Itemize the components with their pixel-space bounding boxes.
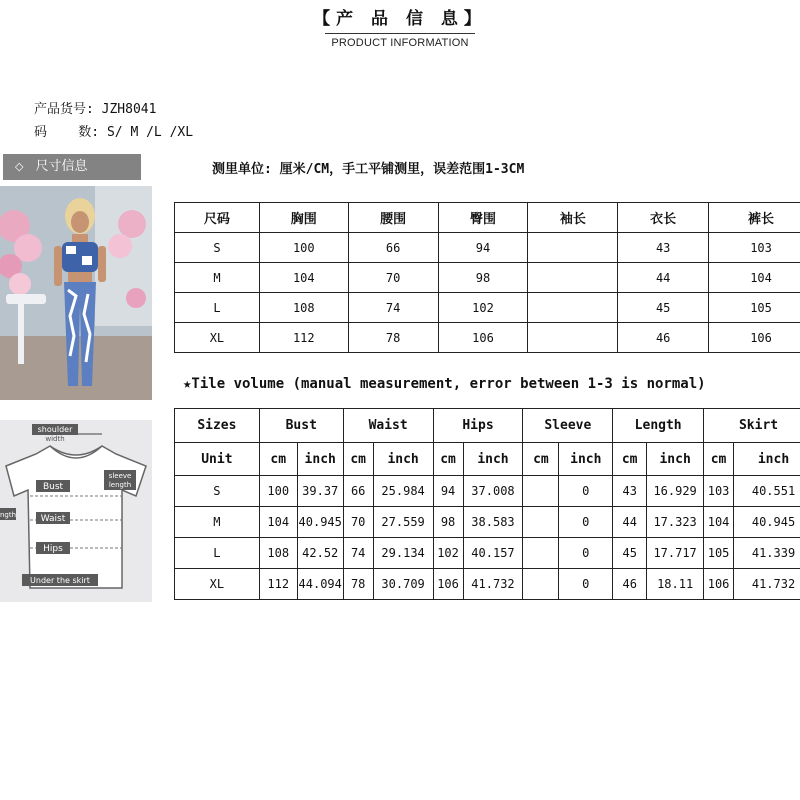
table-cell: S bbox=[175, 233, 260, 263]
table-cell: 105 bbox=[709, 293, 800, 323]
table-cell: S bbox=[175, 476, 260, 507]
table-cell: XL bbox=[175, 569, 260, 600]
table-cell: 74 bbox=[343, 538, 373, 569]
diagram-label-sleeve: sleeve bbox=[108, 472, 132, 480]
table-cell: 74 bbox=[348, 293, 438, 323]
diagram-label-shoulder: shoulder bbox=[37, 425, 73, 434]
table-cell bbox=[523, 538, 559, 569]
table-cell: 66 bbox=[348, 233, 438, 263]
size-info-tab bbox=[3, 154, 141, 180]
table-cell: 43 bbox=[618, 233, 709, 263]
header-cell: 腰围 bbox=[348, 203, 438, 233]
table-cell bbox=[528, 263, 618, 293]
table-cell: 106 bbox=[704, 569, 734, 600]
table-cell: 112 bbox=[259, 323, 348, 353]
table-cell: 0 bbox=[559, 476, 613, 507]
unit-cell: inch bbox=[734, 443, 800, 476]
header-cell: 胸围 bbox=[259, 203, 348, 233]
table-cell: 94 bbox=[438, 233, 528, 263]
table-cell: 78 bbox=[343, 569, 373, 600]
table-row bbox=[175, 476, 800, 507]
table-cell: 46 bbox=[613, 569, 647, 600]
header-cell: 臀围 bbox=[438, 203, 528, 233]
table-cell: M bbox=[175, 507, 260, 538]
table-unit-row bbox=[175, 443, 800, 476]
diamond-icon: ◇ bbox=[15, 160, 24, 173]
table-cell: L bbox=[175, 538, 260, 569]
unit-cell: inch bbox=[297, 443, 343, 476]
table-cell: 70 bbox=[348, 263, 438, 293]
table-cell: 106 bbox=[433, 569, 463, 600]
unit-cell: cm bbox=[613, 443, 647, 476]
table-cell: 104 bbox=[709, 263, 800, 293]
table-cell: 45 bbox=[613, 538, 647, 569]
table-cell: 103 bbox=[709, 233, 800, 263]
table-cell: 17.323 bbox=[647, 507, 704, 538]
table-cell: 37.008 bbox=[463, 476, 523, 507]
measurement-diagram bbox=[0, 420, 152, 602]
header-cell: Waist bbox=[343, 409, 433, 443]
table-row bbox=[175, 507, 800, 538]
header-cell: Bust bbox=[259, 409, 343, 443]
table-cell: 25.984 bbox=[373, 476, 433, 507]
table-cell: 108 bbox=[259, 293, 348, 323]
unit-cell: inch bbox=[463, 443, 523, 476]
table-row bbox=[175, 323, 800, 353]
en-size-table bbox=[174, 408, 800, 600]
table-cell: 104 bbox=[259, 263, 348, 293]
table-cell: 18.11 bbox=[647, 569, 704, 600]
table-cell: 30.709 bbox=[373, 569, 433, 600]
table-cell: 104 bbox=[259, 507, 297, 538]
unit-cell: cm bbox=[343, 443, 373, 476]
table-cell: 40.157 bbox=[463, 538, 523, 569]
unit-cell: inch bbox=[559, 443, 613, 476]
table-cell: 16.929 bbox=[647, 476, 704, 507]
header-title: 【产 品 信 息】 bbox=[313, 9, 487, 29]
diagram-label-width: width bbox=[45, 435, 65, 443]
size-info-label: 尺寸信息 bbox=[35, 159, 88, 174]
table-cell: 0 bbox=[559, 507, 613, 538]
header-subtitle: PRODUCT INFORMATION bbox=[331, 37, 469, 49]
unit-cell: cm bbox=[433, 443, 463, 476]
table-cell: 17.717 bbox=[647, 538, 704, 569]
table-cell: 43 bbox=[613, 476, 647, 507]
header-divider bbox=[325, 33, 475, 34]
table-cell: 44 bbox=[613, 507, 647, 538]
header-cell: 袖长 bbox=[528, 203, 618, 233]
page-header bbox=[0, 4, 800, 49]
table-cell bbox=[523, 569, 559, 600]
table-cell: 40.945 bbox=[297, 507, 343, 538]
table-row bbox=[175, 569, 800, 600]
table-cell: 40.551 bbox=[734, 476, 800, 507]
diagram-label-waist: Waist bbox=[40, 514, 66, 524]
table-cell: 44.094 bbox=[297, 569, 343, 600]
cn-size-table bbox=[174, 202, 800, 353]
table-cell: 46 bbox=[618, 323, 709, 353]
table-cell: 41.732 bbox=[734, 569, 800, 600]
table-cell: XL bbox=[175, 323, 260, 353]
table-header-row bbox=[175, 409, 800, 443]
table-cell: 0 bbox=[559, 569, 613, 600]
table-cell: 94 bbox=[433, 476, 463, 507]
header-cell: Sizes bbox=[175, 409, 260, 443]
table-cell: 41.732 bbox=[463, 569, 523, 600]
table-cell bbox=[523, 476, 559, 507]
table-cell bbox=[528, 293, 618, 323]
table-cell: 70 bbox=[343, 507, 373, 538]
table-cell: 29.134 bbox=[373, 538, 433, 569]
table-cell: L bbox=[175, 293, 260, 323]
table-cell: 45 bbox=[618, 293, 709, 323]
table-cell: 106 bbox=[709, 323, 800, 353]
table-cell bbox=[523, 507, 559, 538]
diagram-label-length: length bbox=[108, 481, 132, 489]
table-cell: 103 bbox=[704, 476, 734, 507]
size-range: 码 数: S/ M /L /XL bbox=[34, 125, 194, 140]
table-cell: 41.339 bbox=[734, 538, 800, 569]
table-cell: 0 bbox=[559, 538, 613, 569]
header-cell: Hips bbox=[433, 409, 523, 443]
unit-cell: Unit bbox=[175, 443, 260, 476]
header-cell: Length bbox=[613, 409, 704, 443]
en-table-title: ★Tile volume (manual measurement, error between 1-3 is normal) bbox=[183, 376, 706, 392]
diagram-label-bust: Bust bbox=[42, 482, 64, 492]
table-cell: 104 bbox=[704, 507, 734, 538]
header-cell: 衣长 bbox=[618, 203, 709, 233]
diagram-label-skirt: Under the skirt bbox=[30, 576, 90, 585]
table-cell: 105 bbox=[704, 538, 734, 569]
table-cell: M bbox=[175, 263, 260, 293]
table-cell bbox=[528, 323, 618, 353]
table-cell: 102 bbox=[438, 293, 528, 323]
unit-cell: cm bbox=[259, 443, 297, 476]
unit-cell: cm bbox=[704, 443, 734, 476]
table-cell: 106 bbox=[438, 323, 528, 353]
table-row bbox=[175, 538, 800, 569]
diagram-label-side: ngth bbox=[0, 511, 17, 519]
table-cell: 100 bbox=[259, 233, 348, 263]
table-cell: 112 bbox=[259, 569, 297, 600]
table-row bbox=[175, 263, 800, 293]
unit-cell: inch bbox=[647, 443, 704, 476]
header-cell: Skirt bbox=[704, 409, 800, 443]
unit-cell: inch bbox=[373, 443, 433, 476]
table-cell: 100 bbox=[259, 476, 297, 507]
table-row bbox=[175, 233, 800, 263]
table-cell bbox=[528, 233, 618, 263]
table-cell: 38.583 bbox=[463, 507, 523, 538]
diagram-label-hips: Hips bbox=[43, 544, 63, 554]
header-cell: 尺码 bbox=[175, 203, 260, 233]
table-cell: 39.37 bbox=[297, 476, 343, 507]
header-cell: 裤长 bbox=[709, 203, 800, 233]
header-cell: Sleeve bbox=[523, 409, 613, 443]
measurement-note: 测里单位: 厘米/CM，手工平铺测里，误差范围1-3CM bbox=[212, 162, 525, 177]
table-row bbox=[175, 293, 800, 323]
table-cell: 108 bbox=[259, 538, 297, 569]
table-cell: 40.945 bbox=[734, 507, 800, 538]
table-cell: 98 bbox=[438, 263, 528, 293]
table-header-row bbox=[175, 203, 800, 233]
unit-cell: cm bbox=[523, 443, 559, 476]
table-cell: 78 bbox=[348, 323, 438, 353]
table-cell: 27.559 bbox=[373, 507, 433, 538]
table-cell: 102 bbox=[433, 538, 463, 569]
table-cell: 42.52 bbox=[297, 538, 343, 569]
table-cell: 66 bbox=[343, 476, 373, 507]
table-cell: 98 bbox=[433, 507, 463, 538]
table-cell: 44 bbox=[618, 263, 709, 293]
product-code: 产品货号: JZH8041 bbox=[34, 102, 157, 117]
product-photo bbox=[0, 186, 152, 400]
